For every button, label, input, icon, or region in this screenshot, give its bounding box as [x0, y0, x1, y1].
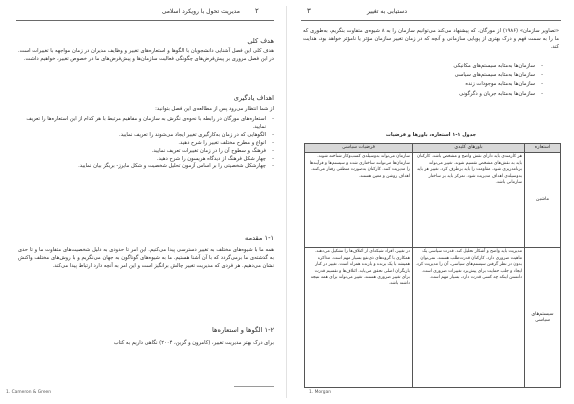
table-cell-metaphor: سیستم‌های سیاسی [525, 248, 561, 388]
intro-heading: ۱-۱ مقدمه [245, 234, 274, 242]
table-cell-metaphor: ماشین [525, 153, 561, 248]
left-footnote: 1. Cameron & Green [6, 390, 52, 395]
objective-item: - استعاره‌های مورگان در رابطه با نحوه‌ی نگرش به سازمان و مفاهیم مرتبط با هر کدام از این استعاره‌ها را تعریف نمایید. [18, 116, 274, 132]
goal-paragraph: هدف کلی این فصل آشنایی دانشجویان با الگوها و استعاره‌های تغییر و وظایف مدیران در زمان مواجهه با تغییرات است. در این فصل مروری بر پیش‌فرض‌های چگونگی فعالیت سازمان‌ها و پیش‌فرض‌های ما در خصوص تغییر، خواهیم داشت. [18, 48, 274, 62]
models-paragraph: برای درک بهتر مدیریت تغییر، (کامرون و گرین، ۲۰۰۴) نگاهی داریم به کتاب [113, 340, 274, 346]
table-row [305, 153, 561, 248]
left-running-header: مدیریت تحول با رویکرد اسلامی [161, 8, 240, 15]
table-row [305, 248, 561, 388]
objectives-intro: از شما انتظار می‌رود پس از مطالعه‌ی این فصل بتوانید: [155, 106, 274, 112]
objective-item: - فرهنگ و سطوح آن را در زمان تغییرات تعریف نمایید. [18, 148, 274, 156]
table-cell-beliefs: هر کارمندی باید دارای نقش واضح و مشخص باشد. کارکنان باید به نقش‌های مشخص تقسیم شوند. تغییر می‌تواند برنامه‌ریزی شود. مقاومت را باید برطرف کرد. تغییر هر باید به‌وسیله‌ی اهداف مدیریت شود. تمرکز باید بر ساختار سازمانی باشد. [413, 153, 525, 248]
left-footnote-rule [234, 386, 274, 387]
right-page-number: ۳ [307, 7, 311, 15]
right-running-header: دستیابی به تغییر [366, 8, 407, 15]
section-heading-goal: هدف کلی [247, 37, 274, 45]
left-page-number: ۲ [255, 7, 259, 15]
metaphor-item: - سازمان‌ها به‌مثابه موجودات زنده [303, 80, 543, 89]
table-header-cell: استعاره [525, 144, 561, 153]
right-page [287, 0, 574, 404]
table-cell-beliefs: مدیریت باید واضح و آشکار تحلیل کند. قدرت سیاسی یک ماهیت ضروری دارد. کارکنان قدرت‌طلب هستند. نمی‌توان بدون در نظر گرفتن سیستم‌های سیاسی، آن را مدیریت کرد. ایجاد و جلب حمایت برای پیش‌برد تغییرات ضروری است. دانستن اینکه چه کسی قدرت دارد، بسیار مهم است. [413, 248, 525, 388]
right-footnote: 1. Morgan [309, 390, 332, 395]
metaphor-item: - سازمان‌ها به‌مثابه سیستم‌های سیاسی [303, 71, 543, 80]
objectives-list [18, 116, 274, 171]
table-header-row [305, 144, 561, 153]
models-heading: ۱-۲ الگوها و استعاره‌ها [212, 326, 274, 334]
metaphor-item: - سازمان‌ها به‌مثابه سیستم‌های مکانیکی [303, 62, 543, 71]
table-header-cell: باورهای کلیدی [413, 144, 525, 153]
table-caption: جدول ۱-۱ استعاره، باورها و فرضیات [385, 132, 477, 138]
objective-item: - چهار شکل فرهنگ از دیدگاه هریسون را شرح دهید. [18, 156, 274, 164]
objective-item: - انواع و مطرح مختلف تغییر را شرح دهید. [18, 140, 274, 148]
table-cell-assumptions: سازمان می‌تواند به‌وسیله‌ی کسب‌وکار شناخته شوند. سازمان‌ها می‌توانند ساختاری شده و سیستم‌ها و فرآیندها را مدیریت کنند. کارکنان به‌صورت منطقی رفتار می‌کنند. اهداف روشن و معین هستند. [305, 153, 413, 248]
table-header-cell: فرضیات سیاسی [305, 144, 413, 153]
intro-paragraph: همه ما با شیوه‌های مختلف به تغییر دسترسی پیدا می‌کنیم. این امر تا حدودی به دلیل شخصیت‌های متفاوت ما و تا حدی به گذشته‌ی ما برمی‌گردد که با آن آشنا هستیم. ما به شیوه‌های گوناگون به جهان می‌نگریم و با روش‌های مختلف واکنش نشان می‌دهیم. هر فردی که مدیریت تغییر چالش برانگیز است و این امر به آنچه دارد ارتباط پیدا می‌کند. [18, 247, 274, 269]
metaphor-table [304, 143, 561, 388]
table-cell-assumptions: در تغییر، افراد شبکه‌ای از ائتلاف‌ها را تشکیل می‌دهند. همکاری با گروه‌های ذی‌نفع بسیار مهم است. مذاکره همیشه با یک برنده و بازنده همراه است. تغییر در کنار بازیگران اصلی تحقق می‌یابد. ائتلاف‌ها و تقسیم قدرت برای تغییر ضروری هستند. تغییر می‌تواند برای همه نتیجه داشته باشد. [305, 248, 413, 388]
objective-item: - الگوهایی که در زمان به‌کارگیری تغییر ایجاد می‌شوند را تعریف نمایید. [18, 132, 274, 140]
section-heading-objectives: اهداف یادگیری [233, 94, 274, 102]
objective-item: - چهارشکل شخصیتی را بر اساس آزمون تحلیل شخصیت و شکل مایرز- بریگز بیان نمایید. [18, 163, 274, 171]
right-intro-paragraph: «تصاویر سازمان» (۱۹۸۶) از مورگان. که پیشنهاد می‌کند می‌توانیم سازمان را به ۸ شیوه‌ی متفاوت بنگریم، به‌طوری که ما را به سمت فهم و درک بهتری از پویایی سازمانی و آنچه که در زمان تغییر سازمان مؤثر یا نامؤثر خواهد بود، هدایت کند. [303, 28, 559, 50]
metaphor-item: - سازمان‌ها به‌مثابه جریان و دگرگونی [303, 90, 543, 99]
right-header-rule [301, 20, 561, 21]
metaphor-list [303, 62, 543, 99]
left-header-rule [16, 20, 274, 21]
